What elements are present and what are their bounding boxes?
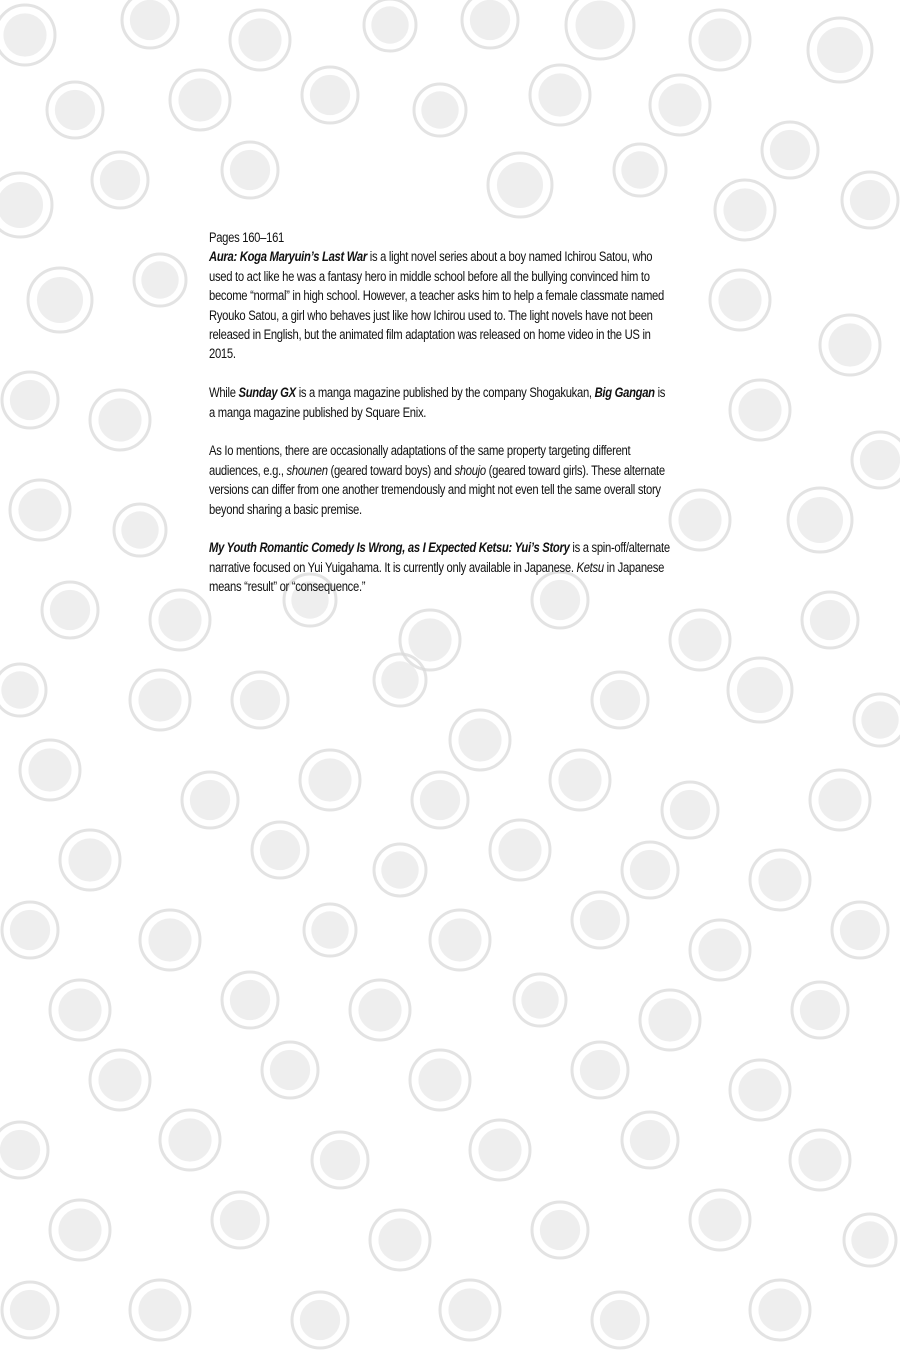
dot-fill [100, 160, 140, 200]
dot-fill [738, 388, 781, 431]
dot-fill [580, 1050, 620, 1090]
dot-fill [378, 1218, 421, 1261]
dot-fill [698, 928, 741, 971]
dot-fill [521, 981, 558, 1018]
adaptations-middle: (geared toward boys) and [327, 462, 455, 478]
dot-fill [580, 900, 620, 940]
dot-fill [470, 0, 510, 40]
dot-fill [0, 1130, 40, 1170]
dot-fill [678, 498, 721, 541]
ketsu-text: is a spin-off/alternate narrative focused on Yui Yuigahama. It is currently only available in Japanese. [209, 540, 670, 575]
dot-fill [98, 1058, 141, 1101]
magazines-tail: is a manga magazine published by Square Enix. [209, 385, 666, 420]
ketsu-term: Ketsu [576, 559, 604, 575]
dot-fill [138, 678, 181, 721]
dot-fill [230, 150, 270, 190]
dot-fill [600, 680, 640, 720]
dot-fill [381, 661, 418, 698]
dot-fill [851, 1221, 888, 1258]
dot-fill [418, 1058, 461, 1101]
dot-fill [818, 778, 861, 821]
dot-fill [698, 18, 741, 61]
dot-fill [1, 671, 38, 708]
dot-fill [600, 1300, 640, 1340]
dot-fill [723, 188, 766, 231]
dot-fill [238, 18, 281, 61]
dot-fill [138, 1288, 181, 1331]
dot-fill [630, 1120, 670, 1160]
dot-fill [737, 667, 783, 713]
dot-fill [828, 323, 871, 366]
dot-fill [758, 1288, 801, 1331]
dot-fill [310, 75, 350, 115]
dot-fill [320, 1140, 360, 1180]
dot-fill [55, 90, 95, 130]
dot-fill [850, 180, 890, 220]
dot-fill [300, 1300, 340, 1340]
dot-fill [718, 278, 761, 321]
dot-fill [168, 1118, 211, 1161]
dot-fill [861, 701, 898, 738]
note-ketsu [209, 538, 671, 596]
dot-fill [158, 598, 201, 641]
dot-fill [371, 6, 408, 43]
dot-fill [10, 1290, 50, 1330]
note-magazines [209, 383, 671, 422]
dot-fill [438, 918, 481, 961]
dot-fill [0, 182, 43, 228]
dot-fill [621, 151, 658, 188]
magazines-lead: While [209, 385, 239, 401]
dot-fill [540, 1210, 580, 1250]
dot-fill [178, 78, 221, 121]
shounen-term: shounen [286, 462, 328, 478]
dot-fill [50, 590, 90, 630]
dot-fill [141, 261, 178, 298]
dot-fill [10, 380, 50, 420]
dot-fill [860, 440, 900, 480]
adaptations-lead: As Io mentions, there are occasionally adaptations of the same property targeting different audiences, e.g., [209, 443, 631, 478]
dot-fill [37, 277, 83, 323]
dot-fill [538, 73, 581, 116]
magazines-middle: is a manga magazine published by the company Shogakukan, [295, 385, 595, 401]
dot-fill [497, 162, 543, 208]
dot-fill [420, 780, 460, 820]
dot-fill [810, 600, 850, 640]
note-aura [209, 228, 671, 364]
dot-fill [240, 680, 280, 720]
dot-fill [10, 910, 50, 950]
dot-fill [770, 130, 810, 170]
dot-fill [797, 497, 843, 543]
dot-fill [98, 398, 141, 441]
dot-fill [121, 511, 158, 548]
dot-fill [658, 83, 701, 126]
dot-fill [58, 1208, 101, 1251]
dot-fill [421, 91, 458, 128]
dot-fill [408, 618, 451, 661]
ketsu-tail: in Japanese means “result” or “consequence.” [209, 559, 665, 595]
dot-fill [220, 1200, 260, 1240]
dot-fill [558, 758, 601, 801]
dot-fill [358, 988, 401, 1031]
dot-fill [130, 0, 170, 40]
dot-fill [840, 910, 880, 950]
big-gangan-title: Big Gangan [594, 385, 655, 401]
dot-fill [381, 851, 418, 888]
dot-fill [311, 911, 348, 948]
dot-fill [18, 488, 61, 531]
dot-fill [698, 1198, 741, 1241]
dot-fill [260, 830, 300, 870]
dot-fill [28, 748, 71, 791]
dot-fill [498, 828, 541, 871]
aura-text: is a light novel series about a boy named Ichirou Satou, who used to act like he was a fantasy hero in middle school before all the bullying convinced him to become “normal” in high school. However, a teacher asks him to help a female classmate named Ryouko Satou, a girl who behaves just like how Ichirou used to. The light novels have not been released in English, but the animated film adaptation was released on home video in the US in 2015. [209, 249, 664, 362]
dot-fill [148, 918, 191, 961]
ketsu-title: My Youth Romantic Comedy Is Wrong, as I Expected Ketsu: Yui’s Story [209, 540, 570, 556]
dot-fill [230, 980, 270, 1020]
dot-fill [817, 27, 863, 73]
shoujo-term: shoujo [454, 462, 486, 478]
dot-fill [648, 998, 691, 1041]
dot-fill [458, 718, 501, 761]
dot-fill [758, 858, 801, 901]
dot-fill [270, 1050, 310, 1090]
sunday-gx-title: Sunday GX [238, 385, 296, 401]
pages-label: Pages 160–161 [209, 230, 284, 245]
translation-notes [209, 228, 671, 616]
dot-fill [738, 1068, 781, 1111]
aura-title: Aura: Koga Maryuin’s Last War [209, 249, 367, 265]
dot-fill [68, 838, 111, 881]
dot-fill [3, 13, 46, 56]
dot-fill [678, 618, 721, 661]
dot-fill [800, 990, 840, 1030]
dot-fill [576, 1, 625, 50]
dot-fill [190, 780, 230, 820]
dot-fill [448, 1288, 491, 1331]
adaptations-tail: (geared toward girls). These alternate versions can differ from one another tremendously and might not even tell the same overall story beyond sharing a basic premise. [209, 462, 665, 517]
dot-fill [670, 790, 710, 830]
dot-fill [308, 758, 351, 801]
dot-fill [478, 1128, 521, 1171]
dot-fill [630, 850, 670, 890]
dot-fill [798, 1138, 841, 1181]
note-adaptations [209, 441, 671, 519]
dot-fill [58, 988, 101, 1031]
